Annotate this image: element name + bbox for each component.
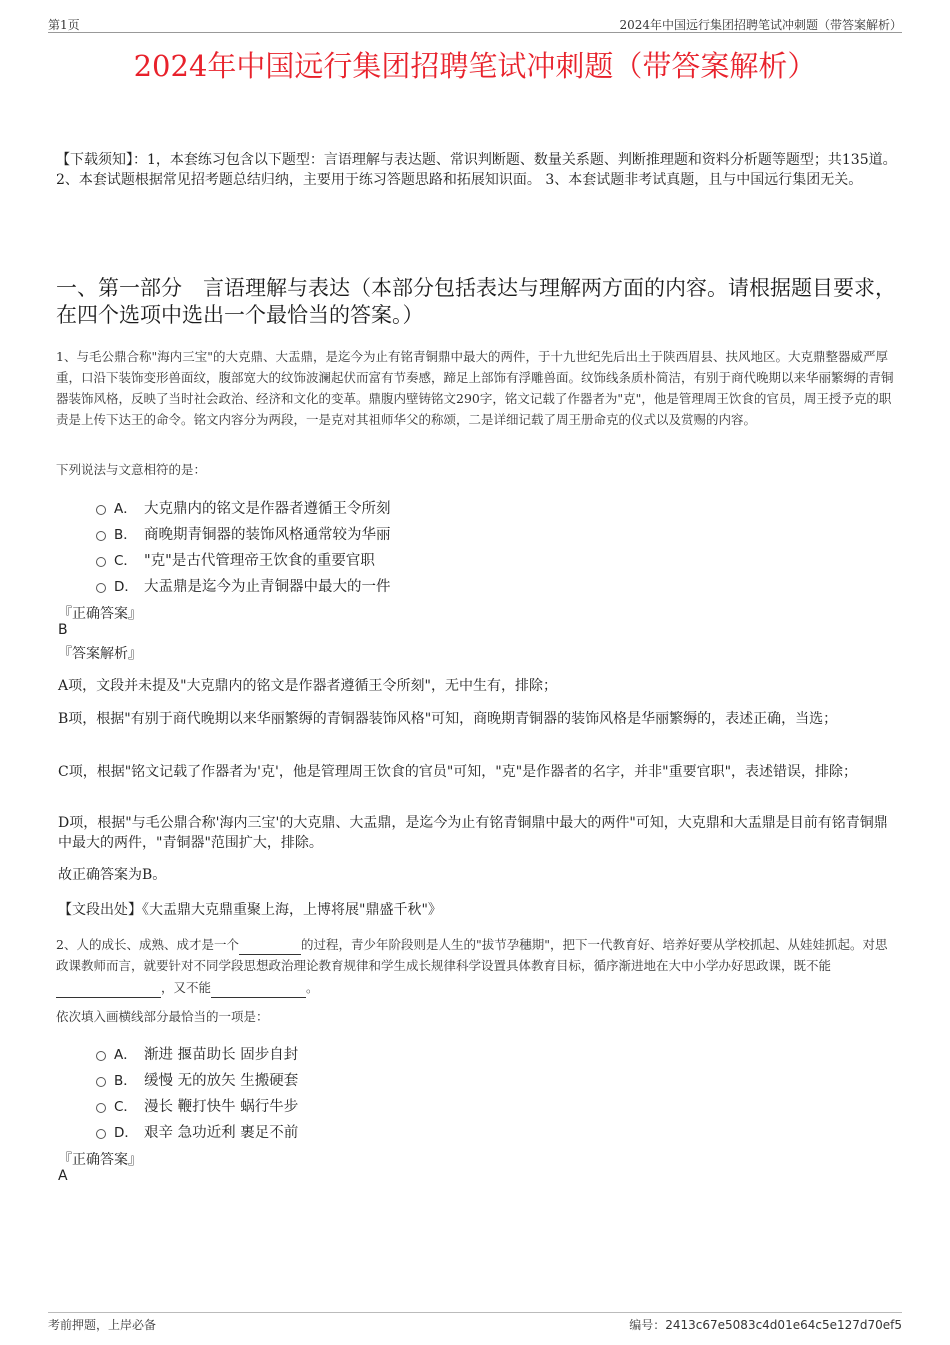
page-header	[48, 14, 902, 33]
header-doc-title: 2024年中国远行集团招聘笔试冲刺题（带答案解析）	[619, 18, 902, 32]
section-heading: 一、第一部分 言语理解与表达（本部分包括表达与理解两方面的内容。请根据题目要求，在四个选项中选出一个最恰当的答案。）	[56, 276, 896, 327]
q1-answer: B	[58, 622, 68, 638]
q1-analysis-c: C项，根据"铭文记载了作器者为'克'，他是管理周王饮食的官员"可知，"克"是作器者的名字，并非"重要官职"，表述错误，排除；	[58, 764, 858, 780]
q2-passage: 2、人的成长、成熟、成才是一个 的过程，青少年阶段则是人生的"拔节孕穗期"，把下一代教育好、培养好要从学校抓起、从娃娃抓起。对思政课教师而言，就要针对不同学段思想政治理论教育规律和学生成长规律科学设置具体教育目标，循序渐进地在大中小学办好思政课，既不能 ，又不能 。	[56, 933, 898, 998]
download-notice: 【下载须知】：1，本套练习包含以下题型：言语理解与表达题、常识判断题、数量关系题、判断推理题和资料分析题等题型；共135道。 2、本套试题根据常见招考题总结归纳，主要用于练习答题思路和拓展知识面。 3、本套试题非考试真题，且与中国远行集团无关。	[56, 152, 897, 188]
q2-option-d[interactable]: D． 艰辛 急功近利 裹足不前	[96, 1121, 298, 1142]
page-footer	[48, 1312, 902, 1332]
q1-option-d[interactable]: D． 大盂鼎是迄今为止青铜器中最大的一件	[96, 575, 391, 596]
radio-icon[interactable]	[96, 505, 106, 515]
radio-icon[interactable]	[96, 531, 106, 541]
q1-answer-label: 『正确答案』	[58, 606, 142, 622]
footer-code: 编号：2413c67e5083c4d01e64c5e127d70ef5	[629, 1318, 902, 1332]
q1-option-b[interactable]: B． 商晚期青铜器的装饰风格通常较为华丽	[96, 523, 391, 544]
q1-prompt: 下列说法与文意相符的是：	[56, 462, 207, 477]
q1-analysis-label: 『答案解析』	[58, 646, 142, 662]
q1-option-a[interactable]: A． 大克鼎内的铭文是作器者遵循王令所刻	[96, 497, 391, 518]
q1-option-c[interactable]: C． "克"是古代管理帝王饮食的重要官职	[96, 549, 375, 570]
q1-passage: 1、与毛公鼎合称"海内三宝"的大克鼎、大盂鼎，是迄今为止有铭青铜鼎中最大的两件，于十九世纪先后出土于陕西眉县、扶风地区。大克鼎整器威严厚重，口沿下装饰变形兽面纹，腹部宽大的纹饰波澜起伏而富有节奏感，蹄足上部饰有浮雕兽面。纹饰线条质朴简洁，有别于商代晚期以来华丽繁缛的青铜器装饰风格，反映了当时社会政治、经济和文化的变革。鼎腹内壁铸铭文290字，铭文记载了作器者为"克"，他是管理周王饮食的官员，周王授予克的职责是上传下达王的命令。铭文内容分为两段，一是克对其祖师华父的称颂，二是详细记载了周王册命克的仪式以及赏赐的内容。	[56, 349, 894, 427]
q1-source: 【文段出处】《大盂鼎大克鼎重聚上海，上博将展"鼎盛千秋"》	[58, 902, 442, 918]
q2-option-b[interactable]: B． 缓慢 无的放矢 生搬硬套	[96, 1069, 298, 1090]
q2-option-c[interactable]: C． 漫长 鞭打快牛 蜗行牛步	[96, 1095, 298, 1116]
q1-analysis-b: B项，根据"有别于商代晚期以来华丽繁缛的青铜器装饰风格"可知，商晚期青铜器的装饰风格是华丽繁缛的，表述正确，当选；	[58, 711, 838, 727]
q2-answer-label: 『正确答案』	[58, 1152, 142, 1168]
q1-analysis-a: A项，文段并未提及"大克鼎内的铭文是作器者遵循王令所刻"，无中生有，排除；	[58, 678, 557, 694]
q1-conclusion: 故正确答案为B。	[58, 867, 167, 883]
q1-analysis-d: D项，根据"与毛公鼎合称'海内三宝'的大克鼎、大盂鼎，是迄今为止有铭青铜鼎中最大的两件"可知，大克鼎和大盂鼎是目前有铭青铜鼎中最大的两件，"青铜器"范围扩大，排除。	[58, 815, 888, 851]
footer-slogan: 考前押题，上岸必备	[48, 1318, 157, 1332]
q2-option-a[interactable]: A． 渐进 揠苗助长 固步自封	[96, 1043, 298, 1064]
document-title: 2024年中国远行集团招聘笔试冲刺题（带答案解析）	[133, 49, 817, 83]
radio-icon[interactable]	[96, 1103, 106, 1113]
page-number: 第1页	[48, 18, 80, 32]
fill-blank[interactable]	[56, 976, 161, 998]
q2-prompt: 依次填入画横线部分最恰当的一项是：	[56, 1009, 269, 1024]
radio-icon[interactable]	[96, 1051, 106, 1061]
fill-blank[interactable]	[211, 976, 306, 998]
radio-icon[interactable]	[96, 583, 106, 593]
fill-blank[interactable]	[239, 933, 301, 955]
radio-icon[interactable]	[96, 557, 106, 567]
q2-answer: A	[58, 1168, 68, 1184]
radio-icon[interactable]	[96, 1129, 106, 1139]
radio-icon[interactable]	[96, 1077, 106, 1087]
